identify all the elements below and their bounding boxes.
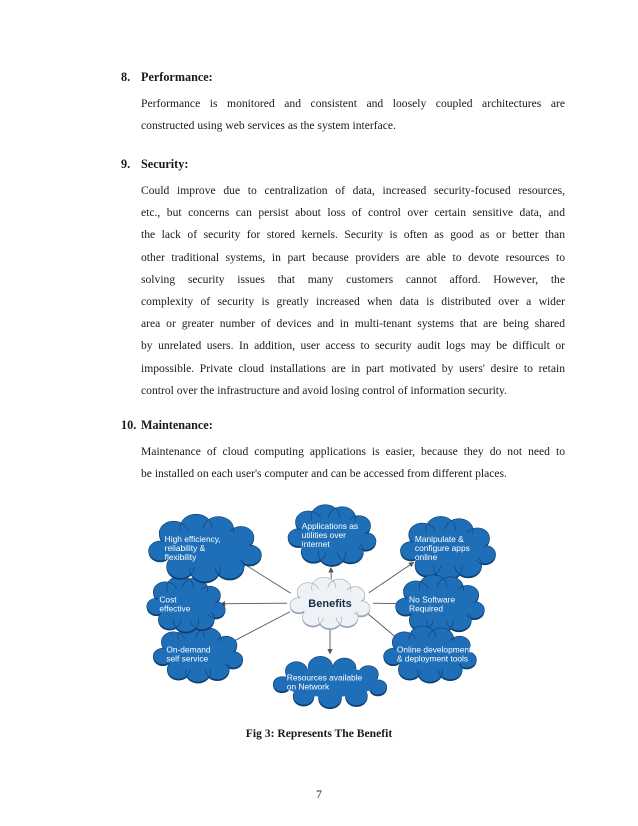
section-body <box>141 180 565 402</box>
benefit-label: online <box>414 552 438 563</box>
figure-caption: Fig 3: Represents The Benefit <box>245 727 393 740</box>
body-line: be installed on each user's computer and can be accessed from different places. <box>141 467 507 481</box>
benefit-cloud <box>400 516 495 581</box>
body-line: control over the infrastructure and avoid losing control of information security. <box>141 383 507 397</box>
benefit-arrow <box>242 562 291 593</box>
body-line: etc., but concerns can persist about loss of control over certain sensitive data, and <box>141 206 565 220</box>
body-line: solving security issues that many customers cannot afford. However, the <box>141 272 565 286</box>
benefit-label: Applications as <box>301 520 359 531</box>
section-heading <box>121 70 566 84</box>
benefit-label: On-demand <box>166 644 211 655</box>
benefit-label: Manipulate & <box>414 533 464 544</box>
section-performance <box>121 70 566 137</box>
section-body <box>141 441 565 485</box>
benefit-cloud <box>396 575 485 635</box>
section-number: 8. <box>121 70 131 84</box>
benefit-cloud <box>147 576 225 634</box>
benefit-label: on Network <box>286 681 330 692</box>
benefit-cloud <box>288 505 376 567</box>
section-title: Security: <box>141 157 189 171</box>
body-line: other traditional systems, in part because providers are able to devote resources to <box>141 250 565 264</box>
body-line: constructed using web services as the system interface. <box>141 119 396 133</box>
benefit-cloud <box>384 626 477 684</box>
benefit-label: & deployment tools <box>396 653 469 664</box>
body-line: complexity of security is greatly increased when data is distributed over a wider <box>141 295 565 309</box>
benefit-arrow <box>230 612 290 643</box>
body-line: Maintenance of cloud computing applications is easier, because they do not need to <box>141 445 565 458</box>
center-label: Benefits <box>308 598 352 610</box>
benefit-label: Online development <box>396 644 472 655</box>
benefits-diagram <box>140 500 540 710</box>
body-line: the lack of security for stored kernels. Security is often as good as or better than <box>141 228 565 242</box>
center-cloud <box>290 577 370 630</box>
benefit-label: Required <box>409 603 444 614</box>
benefit-label: reliability & <box>164 543 206 553</box>
benefit-label: internet <box>301 539 330 550</box>
benefit-cloud <box>153 626 243 684</box>
section-security <box>121 157 566 402</box>
section-maintenance <box>121 418 566 485</box>
body-line: impossible. Private cloud installations are in part motivated by users' desire to retain <box>141 361 565 375</box>
benefit-label: configure apps <box>414 543 470 553</box>
section-heading <box>121 418 566 432</box>
benefit-label: utilities over <box>301 530 346 540</box>
benefit-label: Resources available <box>286 672 363 683</box>
benefit-label: self service <box>166 653 209 664</box>
body-line: by unrelated users. In addition, user access to security audit logs may be difficult or <box>141 339 565 353</box>
section-title: Maintenance: <box>141 418 213 432</box>
benefit-label: Cost <box>159 594 177 605</box>
section-heading <box>121 157 566 171</box>
body-line: Performance is monitored and consistent and loosely coupled architectures are <box>141 97 565 110</box>
section-number: 9. <box>121 157 131 171</box>
benefit-cloud <box>149 514 262 583</box>
benefit-label: effective <box>159 603 191 614</box>
benefit-label: No Software <box>409 594 456 605</box>
benefit-label: flexibility <box>164 552 197 563</box>
section-number: 10. <box>121 418 137 432</box>
benefit-label: High efficiency, <box>164 533 221 544</box>
section-title: Performance: <box>141 70 213 84</box>
page-number: 7 <box>316 789 322 801</box>
body-line: area or greater number of devices and in multi-tenant systems that are being shared <box>141 317 565 331</box>
benefit-arrow <box>220 603 287 604</box>
body-line: Could improve due to centralization of data, increased security-focused resources, <box>141 184 565 197</box>
benefit-cloud <box>273 656 387 709</box>
section-body <box>141 93 565 137</box>
